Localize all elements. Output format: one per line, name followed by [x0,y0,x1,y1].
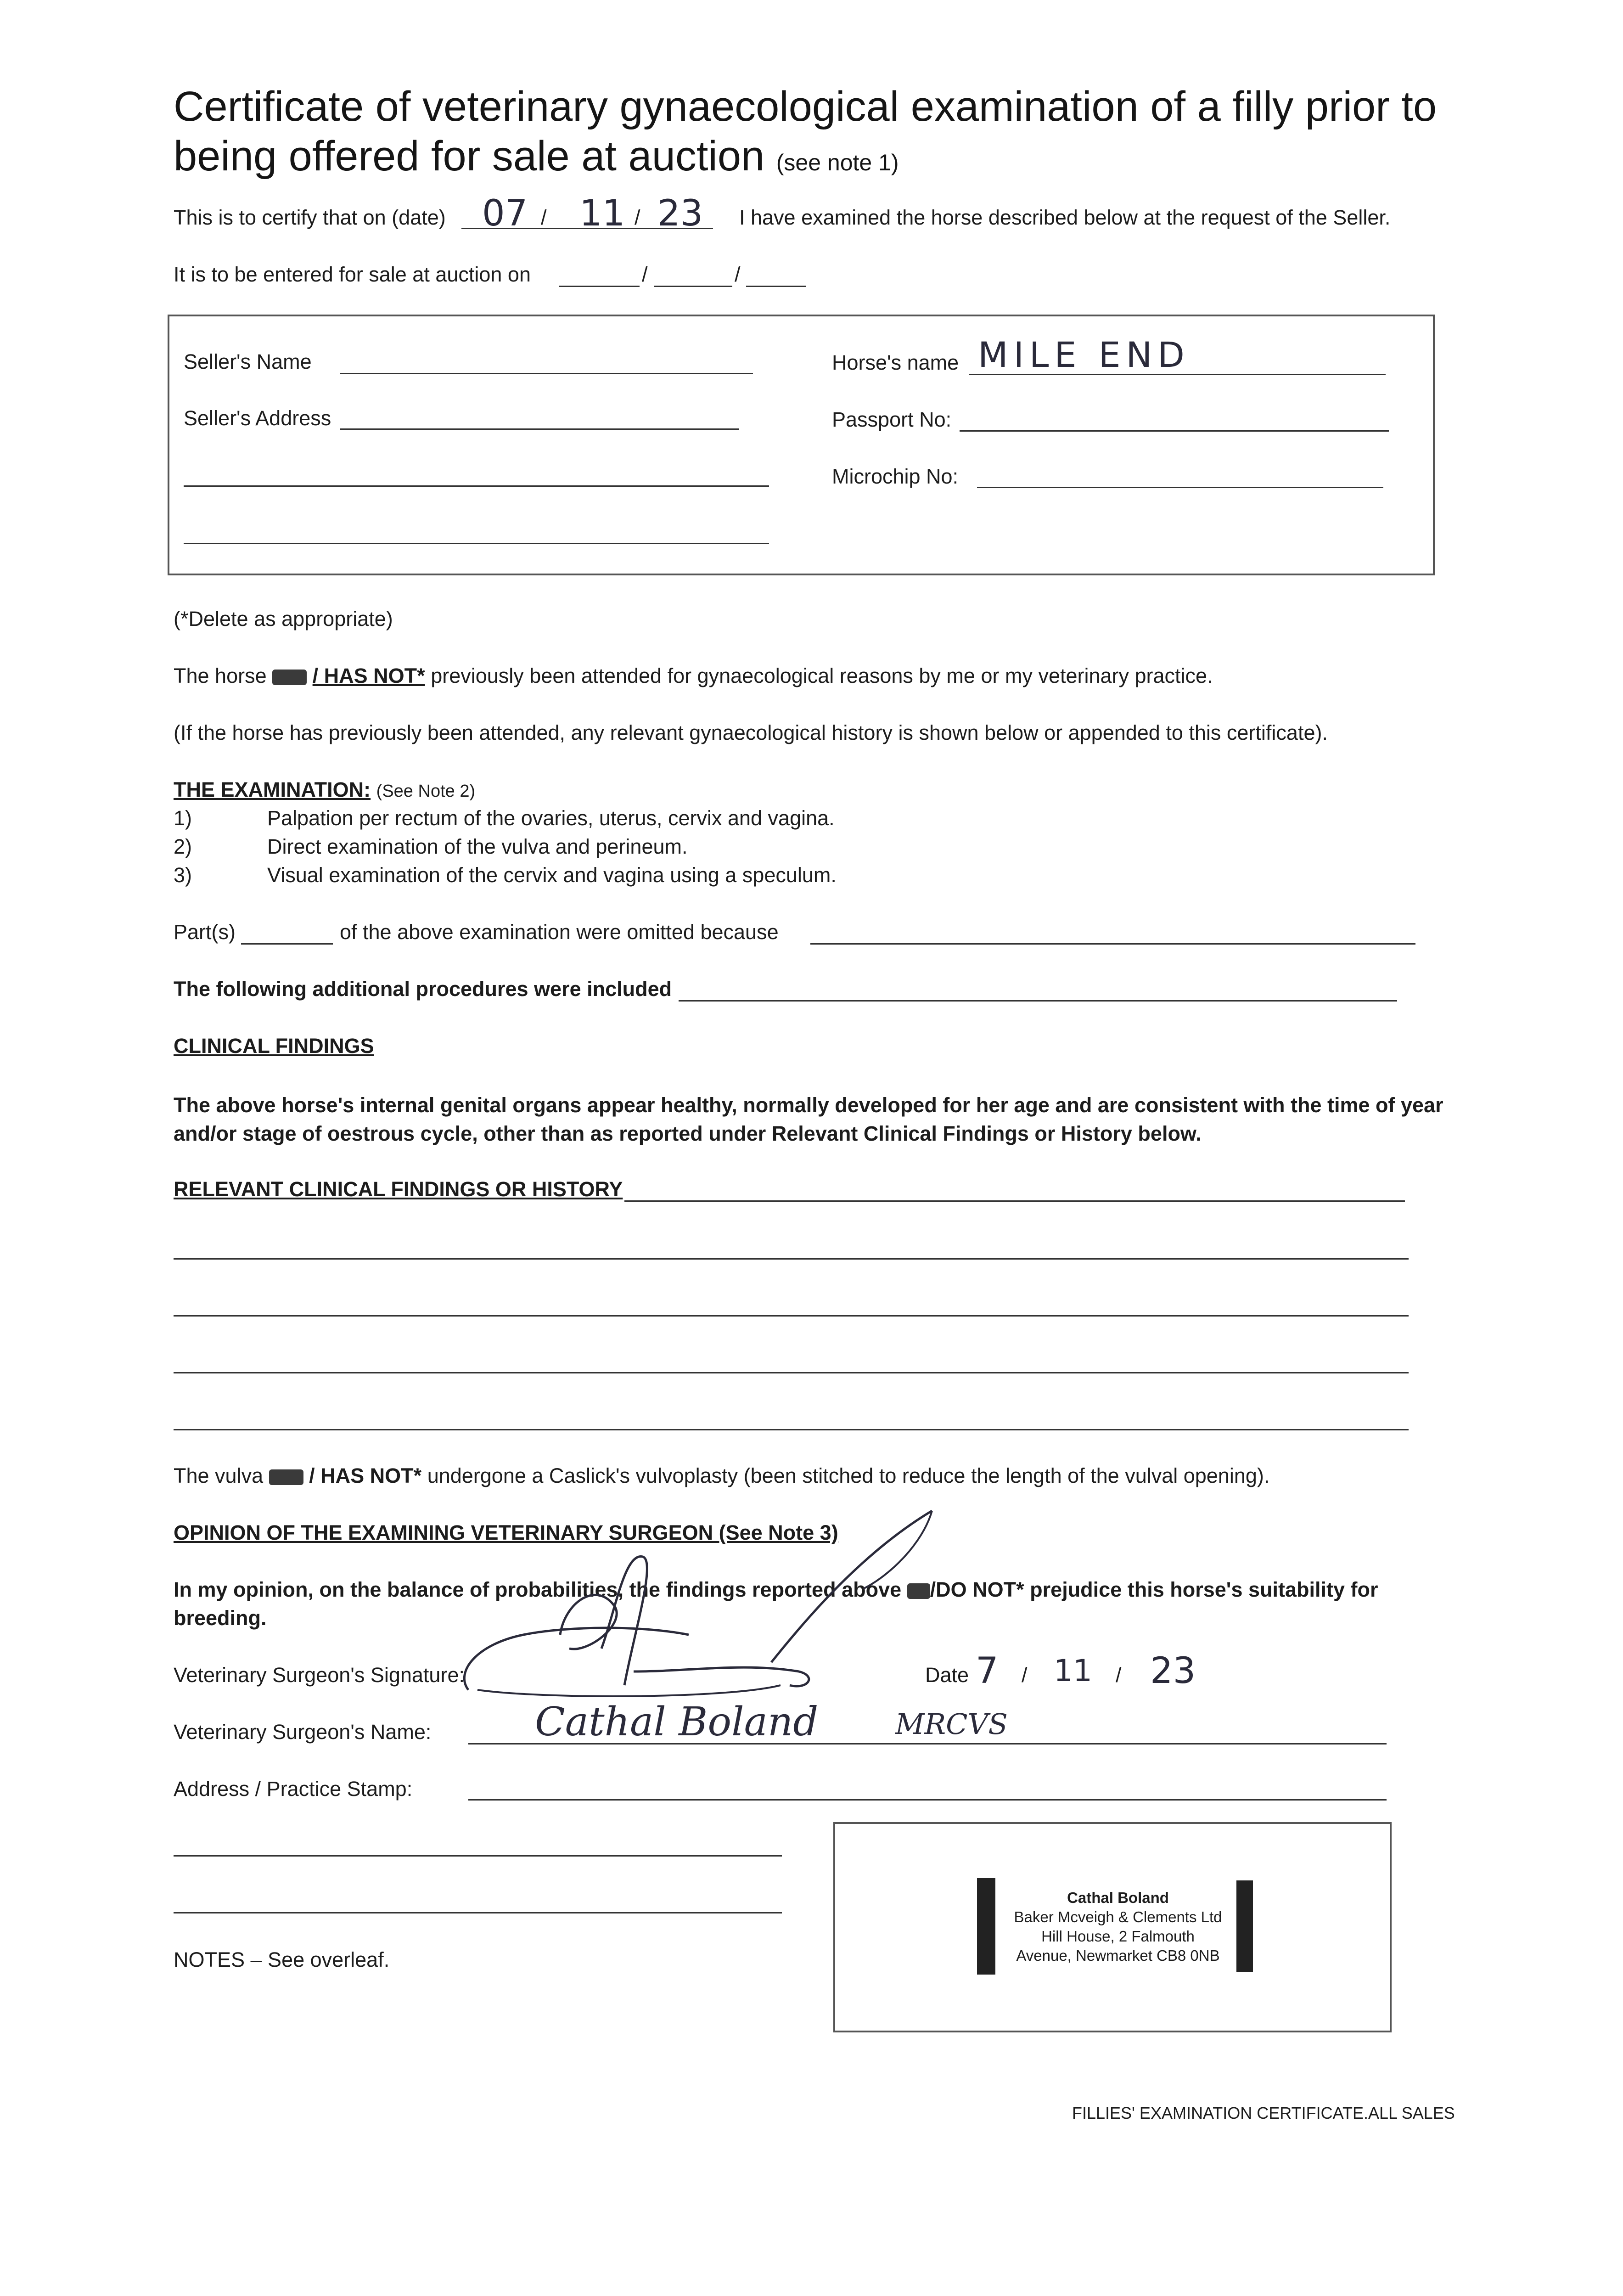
opinion-heading: OPINION OF THE EXAMINING VETERINARY SURGEON (See Note 3) [174,1521,838,1544]
auction-year-field[interactable] [746,286,806,287]
auction-label: It is to be entered for sale at auction on [174,263,531,286]
vet-name-suffix: MRCVS [895,1707,1008,1741]
address-label: Address / Practice Stamp: [174,1777,413,1801]
title-note: (see note 1) [776,150,899,175]
signature-date-year: 23 [1150,1650,1196,1692]
exam-item-1-num: 1) [174,806,192,830]
opinion-suffix: /DO NOT* prejudice this horse's suitability for [930,1578,1378,1601]
exam-item-1-text: Palpation per rectum of the ovaries, uterus, cervix and vagina. [267,806,835,830]
exam-item-2-num: 2) [174,835,192,858]
seller-address-label: Seller's Address [184,406,331,430]
certify-prefix: This is to certify that on (date) [174,206,446,229]
additional-label: The following additional procedures were included [174,977,672,1001]
vet-name-label: Veterinary Surgeon's Name: [174,1720,432,1744]
address-field[interactable] [468,1799,1387,1801]
horse-name-value: MILE END [978,334,1190,375]
auction-day-field[interactable] [559,286,640,287]
notes-text: NOTES – See overleaf. [174,1948,390,1971]
microchip-field[interactable] [977,487,1383,488]
stamp-name: Cathal Boland [1067,1889,1169,1906]
certify-suffix: I have examined the horse described below at the request of the Seller. [739,206,1391,229]
practice-stamp [987,1888,1249,1965]
signature-date-month: 11 [1054,1653,1092,1688]
stamp-address-1: Hill House, 2 Falmouth [1041,1928,1195,1945]
seller-name-label: Seller's Name [184,350,312,373]
attended-struck-option [272,670,307,685]
relevant-field-3[interactable] [174,1315,1409,1317]
signature-date-sep-2: / [1116,1663,1122,1687]
signature-date-day: 7 [976,1650,999,1692]
vulva-suffix: undergone a Caslick's vulvoplasty (been stitched to reduce the length of the vulval opening). [427,1464,1270,1487]
vulva-choice: / HAS NOT* [309,1464,422,1487]
exam-item-3-text: Visual examination of the cervix and vagina using a speculum. [267,863,837,887]
certify-date-month: 11 [579,193,625,234]
opinion-line-2: breeding. [174,1606,267,1630]
address-extra-field-2[interactable] [174,1912,782,1913]
certify-date-day: 07 [482,193,528,234]
vet-name-value: Cathal Boland [535,1699,819,1745]
footer-text: FILLIES' EXAMINATION CERTIFICATE.ALL SALES [1072,2104,1455,2122]
vulva-line [174,1463,1269,1489]
omitted-reason-field[interactable] [810,943,1415,945]
omitted-suffix: of the above examination were omitted because [340,920,779,944]
relevant-field-4[interactable] [174,1372,1409,1373]
examination-heading-row [174,777,475,804]
attended-note: (If the horse has previously been attended, any relevant gynaecological history is shown below or appended to this certificate). [174,721,1328,744]
attended-suffix: previously been attended for gynaecological reasons by me or my veterinary practice. [431,664,1213,687]
clinical-statement: The above horse's internal genital organs appear healthy, normally developed for her age and are consistent with the time of year and/or stage of oestrous cycle, other than as reported under Relevant Clinical Findings or History below. [174,1093,1443,1145]
seller-address-field-3[interactable] [184,543,769,544]
auction-month-field[interactable] [654,286,732,287]
omitted-prefix: Part(s) [174,920,236,944]
signature-label: Veterinary Surgeon's Signature: [174,1663,465,1687]
opinion-prefix: In my opinion, on the balance of probabilities, the findings reported above [174,1578,902,1601]
exam-item-3-num: 3) [174,863,192,887]
certify-date-year: 23 [657,193,703,234]
certify-date-sep-2: / [635,206,640,229]
relevant-heading: RELEVANT CLINICAL FINDINGS OR HISTORY [174,1177,623,1201]
certificate-title [174,82,1505,187]
seller-address-field-2[interactable] [184,485,769,487]
passport-label: Passport No: [832,408,952,431]
stamp-company: Baker Mcveigh & Clements Ltd [1014,1908,1222,1925]
seller-address-field-1[interactable] [340,428,739,430]
microchip-label: Microchip No: [832,465,959,488]
delete-note: (*Delete as appropriate) [174,607,393,630]
additional-field[interactable] [679,1000,1397,1002]
attended-line [174,663,1213,689]
passport-field[interactable] [960,430,1389,432]
examination-heading-note: (See Note 2) [376,782,476,801]
omitted-parts-field[interactable] [241,943,333,945]
horse-name-label: Horse's name [832,351,959,374]
address-extra-field-1[interactable] [174,1855,782,1857]
details-box [168,315,1435,575]
vulva-prefix: The vulva [174,1464,264,1487]
attended-choice: / HAS NOT* [312,664,425,687]
relevant-field-2[interactable] [174,1258,1409,1260]
examination-heading: THE EXAMINATION: [174,778,371,801]
stamp-address-2: Avenue, Newmarket CB8 0NB [1016,1947,1220,1964]
relevant-field-1[interactable] [624,1200,1405,1202]
clinical-heading: CLINICAL FINDINGS [174,1034,374,1058]
relevant-field-5[interactable] [174,1429,1409,1430]
attended-prefix: The horse [174,664,267,687]
seller-name-field[interactable] [340,373,753,374]
certify-date-sep-1: / [541,206,547,229]
signature-date-sep-1: / [1022,1663,1028,1687]
exam-item-2-text: Direct examination of the vulva and perineum. [267,835,688,858]
vulva-struck-option [269,1469,303,1485]
signature-date-label: Date [925,1663,969,1687]
title-text: Certificate of veterinary gynaecological examination of a filly prior to being offered for sale at auction [174,83,1437,180]
